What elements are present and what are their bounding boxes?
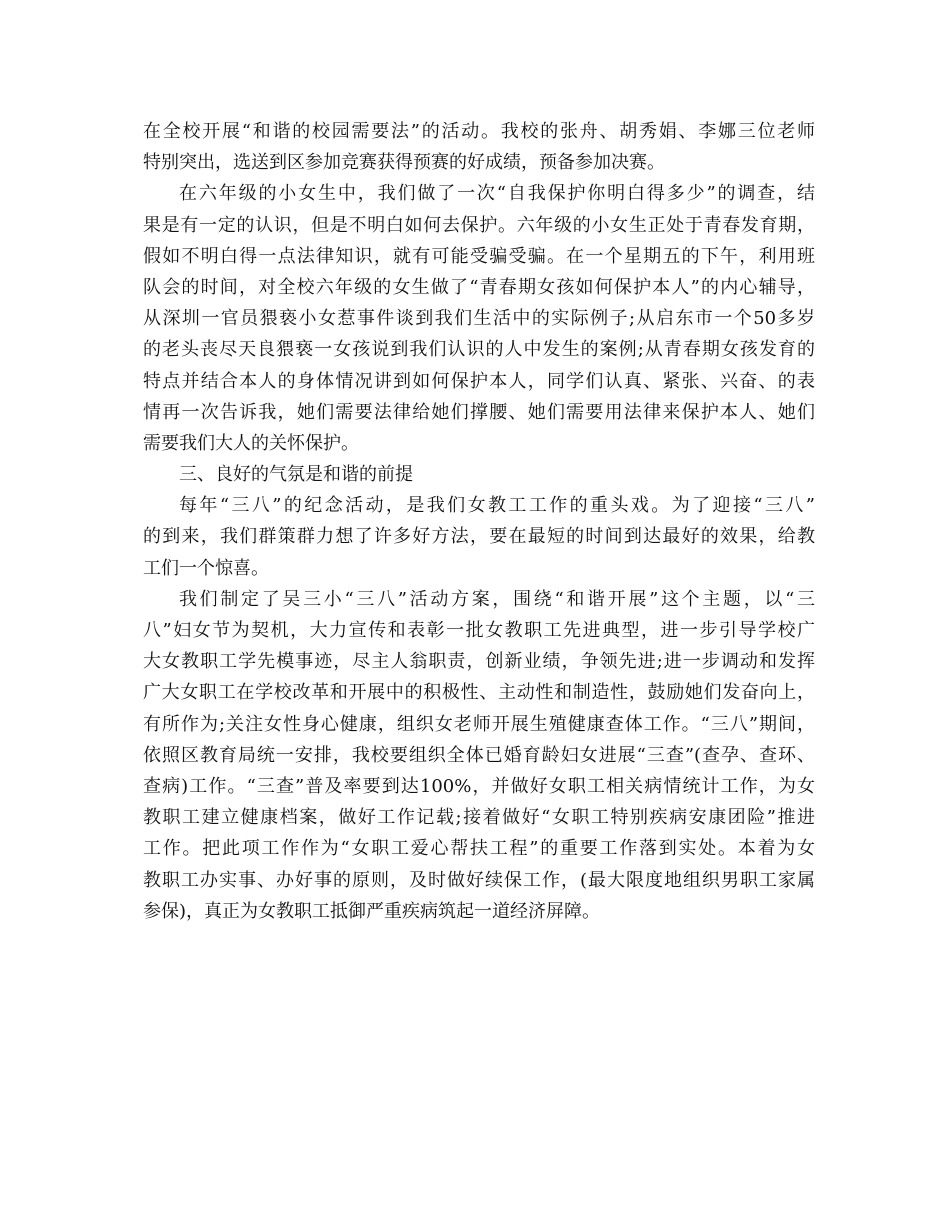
text-line: 广大女职工在学校改革和开展中的积极性、主动性和制造性，鼓励她们发奋向上，: [143, 682, 815, 704]
text-line: 特别突出，选送到区参加竞赛获得预赛的好成绩，预备参加决赛。: [143, 152, 665, 174]
text-line: 大女教职工学先模事迹，尽主人翁职责，创新业绩，争领先进;进一步调动和发挥: [143, 651, 815, 673]
text-line: 情再一次告诉我，她们需要法律给她们撑腰、她们需要用法律来保护本人、她们: [143, 401, 815, 423]
text-line: 特点并结合本人的身体情况讲到如何保护本人，同学们认真、紧张、兴奋、的表: [143, 370, 815, 392]
text-line: 查病)工作。“三查”普及率要到达100%，并做好女职工相关病情统计工作，为女: [143, 775, 815, 797]
text-line: 果是有一定的认识，但是不明白如何去保护。六年级的小女生正处于青春发育期，: [143, 214, 815, 236]
text-line: 的老头丧尽天良猥亵一女孩说到我们认识的人中发生的案例;从青春期女孩发育的: [143, 339, 815, 361]
text-line: 教职工建立健康档案，做好工作记载;接着做好“女职工特别疾病安康团险”推进: [143, 807, 815, 829]
text-line: 在六年级的小女生中，我们做了一次“自我保护你明白得多少”的调查，结: [179, 183, 815, 205]
text-line: 参保)，真正为女教职工抵御严重疾病筑起一道经济屏障。: [143, 900, 601, 922]
text-line: 依照区教育局统一安排，我校要组织全体已婚育龄妇女进展“三查”(查孕、查环、: [143, 744, 815, 766]
text-line: 在全校开展“和谐的校园需要法”的活动。我校的张舟、胡秀娟、李娜三位老师: [143, 121, 815, 142]
text-line: 教职工办实事、办好事的原则，及时做好续保工作，(最大限度地组织男职工家属: [143, 869, 815, 891]
text-line: 工作。把此项工作作为“女职工爱心帮扶工程”的重要工作落到实处。本着为女: [143, 838, 815, 860]
text-line: 假如不明白得一点法律知识，就有可能受骗受骗。在一个星期五的下午，利用班: [143, 245, 815, 267]
text-line: 从深圳一官员猥亵小女惹事件谈到我们生活中的实际例子;从启东市一个50多岁: [143, 308, 815, 330]
text-line: 每年“三八”的纪念活动，是我们女教工工作的重头戏。为了迎接“三八”: [179, 495, 815, 517]
text-line: 需要我们大人的关怀保护。: [143, 432, 359, 454]
document-body: [143, 116, 815, 927]
text-line: 八”妇女节为契机，大力宣传和表彰一批女教职工先进典型，进一步引导学校广: [143, 620, 815, 641]
text-line: 工们一个惊喜。: [143, 557, 269, 579]
text-line: 三、良好的气氛是和谐的前提: [179, 464, 413, 486]
text-line: 有所作为;关注女性身心健康，组织女老师开展生殖健康查体工作。“三八”期间，: [143, 713, 815, 735]
text-line: 我们制定了吴三小“三八”活动方案，围绕“和谐开展”这个主题，以“三: [179, 588, 815, 610]
text-line: 队会的时间，对全校六年级的女生做了“青春期女孩如何保护本人”的内心辅导，: [143, 276, 815, 298]
text-line: 的到来，我们群策群力想了许多好方法，要在最短的时间到达最好的效果，给教: [143, 526, 815, 548]
